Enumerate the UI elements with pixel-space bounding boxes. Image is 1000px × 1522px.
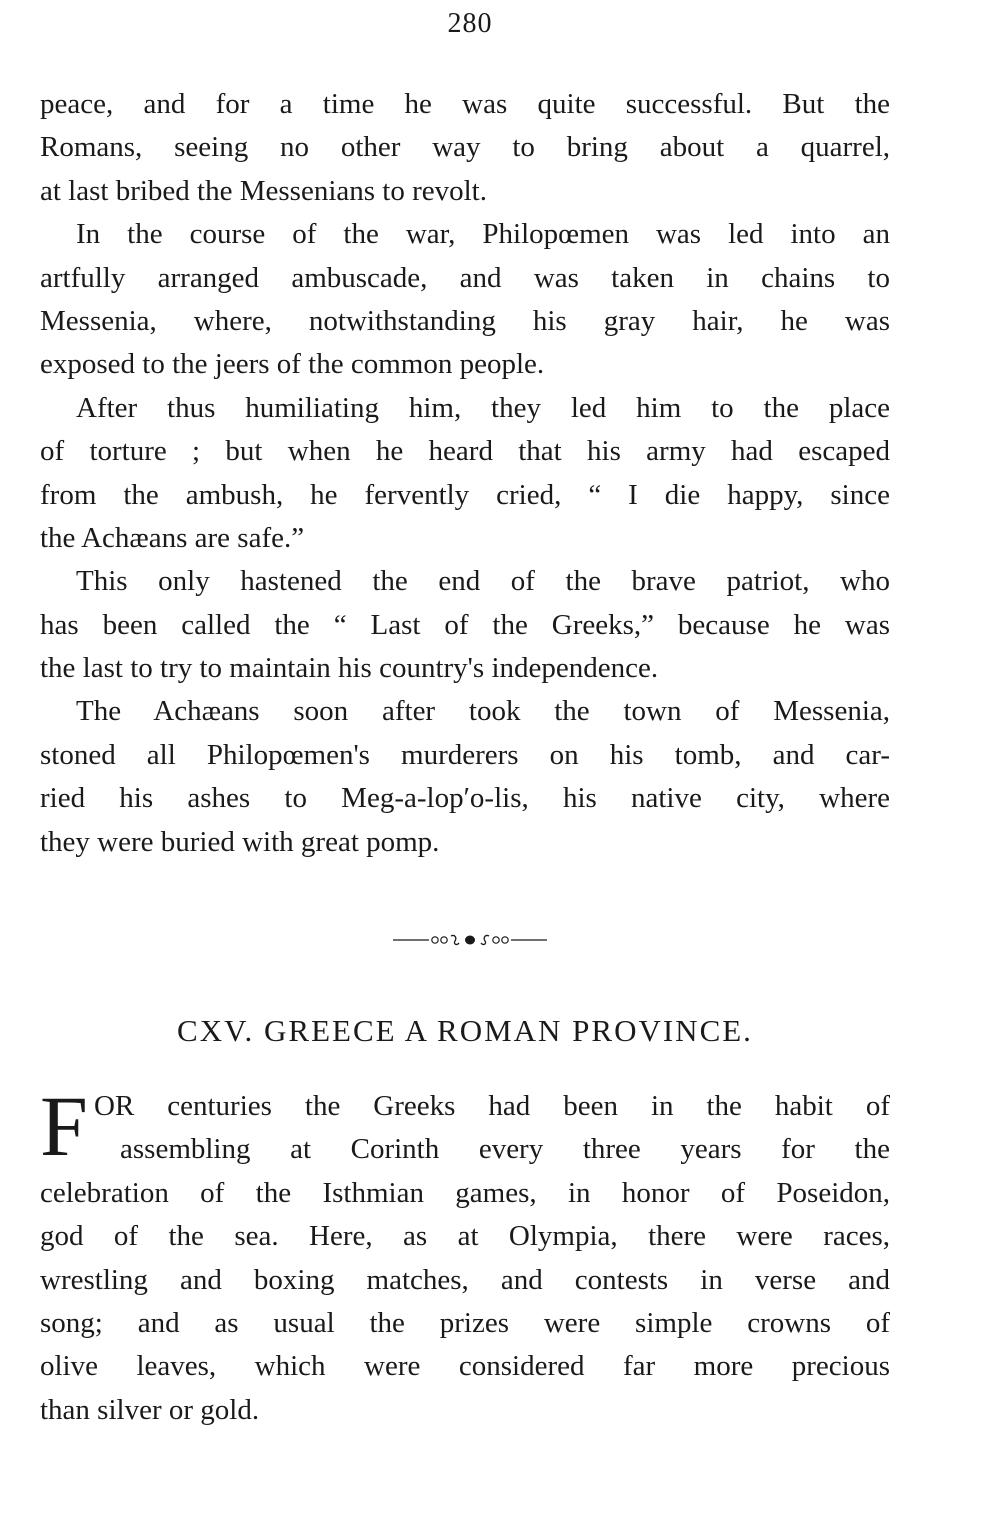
text-line: stoned all Philopœmen's murderers on his tomb, and car-: [40, 738, 890, 771]
drop-cap: F: [40, 1078, 88, 1174]
text-line: Messenia, where, notwithstanding his gray hair, he was: [40, 304, 890, 337]
fleuron-svg: [385, 930, 555, 950]
paragraph: [40, 690, 890, 864]
text-line: the last to try to maintain his country's independence.: [40, 652, 659, 685]
chapter-title: CXV. GREECE A ROMAN PROVINCE.: [177, 1013, 753, 1048]
text-line: peace, and for a time he was quite successful. But the: [40, 88, 890, 120]
text-line: they were buried with great pomp.: [40, 825, 440, 858]
page-number: 280: [447, 8, 493, 39]
chapter-paragraph: [40, 1078, 890, 1432]
text-line: of torture ; but when he heard that his army had escaped: [40, 435, 890, 468]
text-line: celebration of the Isthmian games, in honor of Poseidon,: [40, 1176, 890, 1209]
text-line: god of the sea. Here, as at Olympia, there were races,: [40, 1220, 890, 1253]
text-line: assembling at Corinth every three years for the: [120, 1133, 890, 1166]
paragraph: [40, 83, 890, 213]
text-line: wrestling and boxing matches, and contests in verse and: [40, 1263, 890, 1296]
text-block-top: [40, 83, 890, 864]
text-line: After thus humiliating him, they led him to the place: [76, 391, 890, 424]
text-line: has been called the “ Last of the Greeks,” because he was: [40, 608, 890, 641]
text-line: olive leaves, which were considered far more precious: [40, 1350, 890, 1383]
text-line: Romans, seeing no other way to bring about a quarrel,: [40, 131, 890, 164]
paragraph: [40, 387, 890, 561]
text-line: from the ambush, he fervently cried, “ I die happy, since: [40, 478, 890, 511]
text-line: artfully arranged ambuscade, and was taken in chains to: [40, 261, 890, 294]
text-line: ried his ashes to Meg-a-lop′o-lis, his native city, where: [40, 782, 890, 815]
text-line: In the course of the war, Philopœmen was led into an: [76, 218, 890, 251]
text-line: the Achæans are safe.”: [40, 521, 305, 554]
text-line: than silver or gold.: [40, 1393, 260, 1426]
fleuron-divider-icon: [0, 930, 940, 950]
text-line: The Achæans soon after took the town of Messenia,: [76, 695, 890, 728]
paragraph: [40, 560, 890, 690]
text-line: at last bribed the Messenians to revolt.: [40, 174, 487, 207]
text-line: This only hastened the end of the brave patriot, who: [76, 565, 890, 598]
text-line: exposed to the jeers of the common people.: [40, 348, 545, 381]
paragraph: [40, 213, 890, 387]
text-line: song; and as usual the prizes were simple crowns of: [40, 1306, 890, 1339]
text-line: OR centuries the Greeks had been in the habit of: [94, 1090, 890, 1122]
